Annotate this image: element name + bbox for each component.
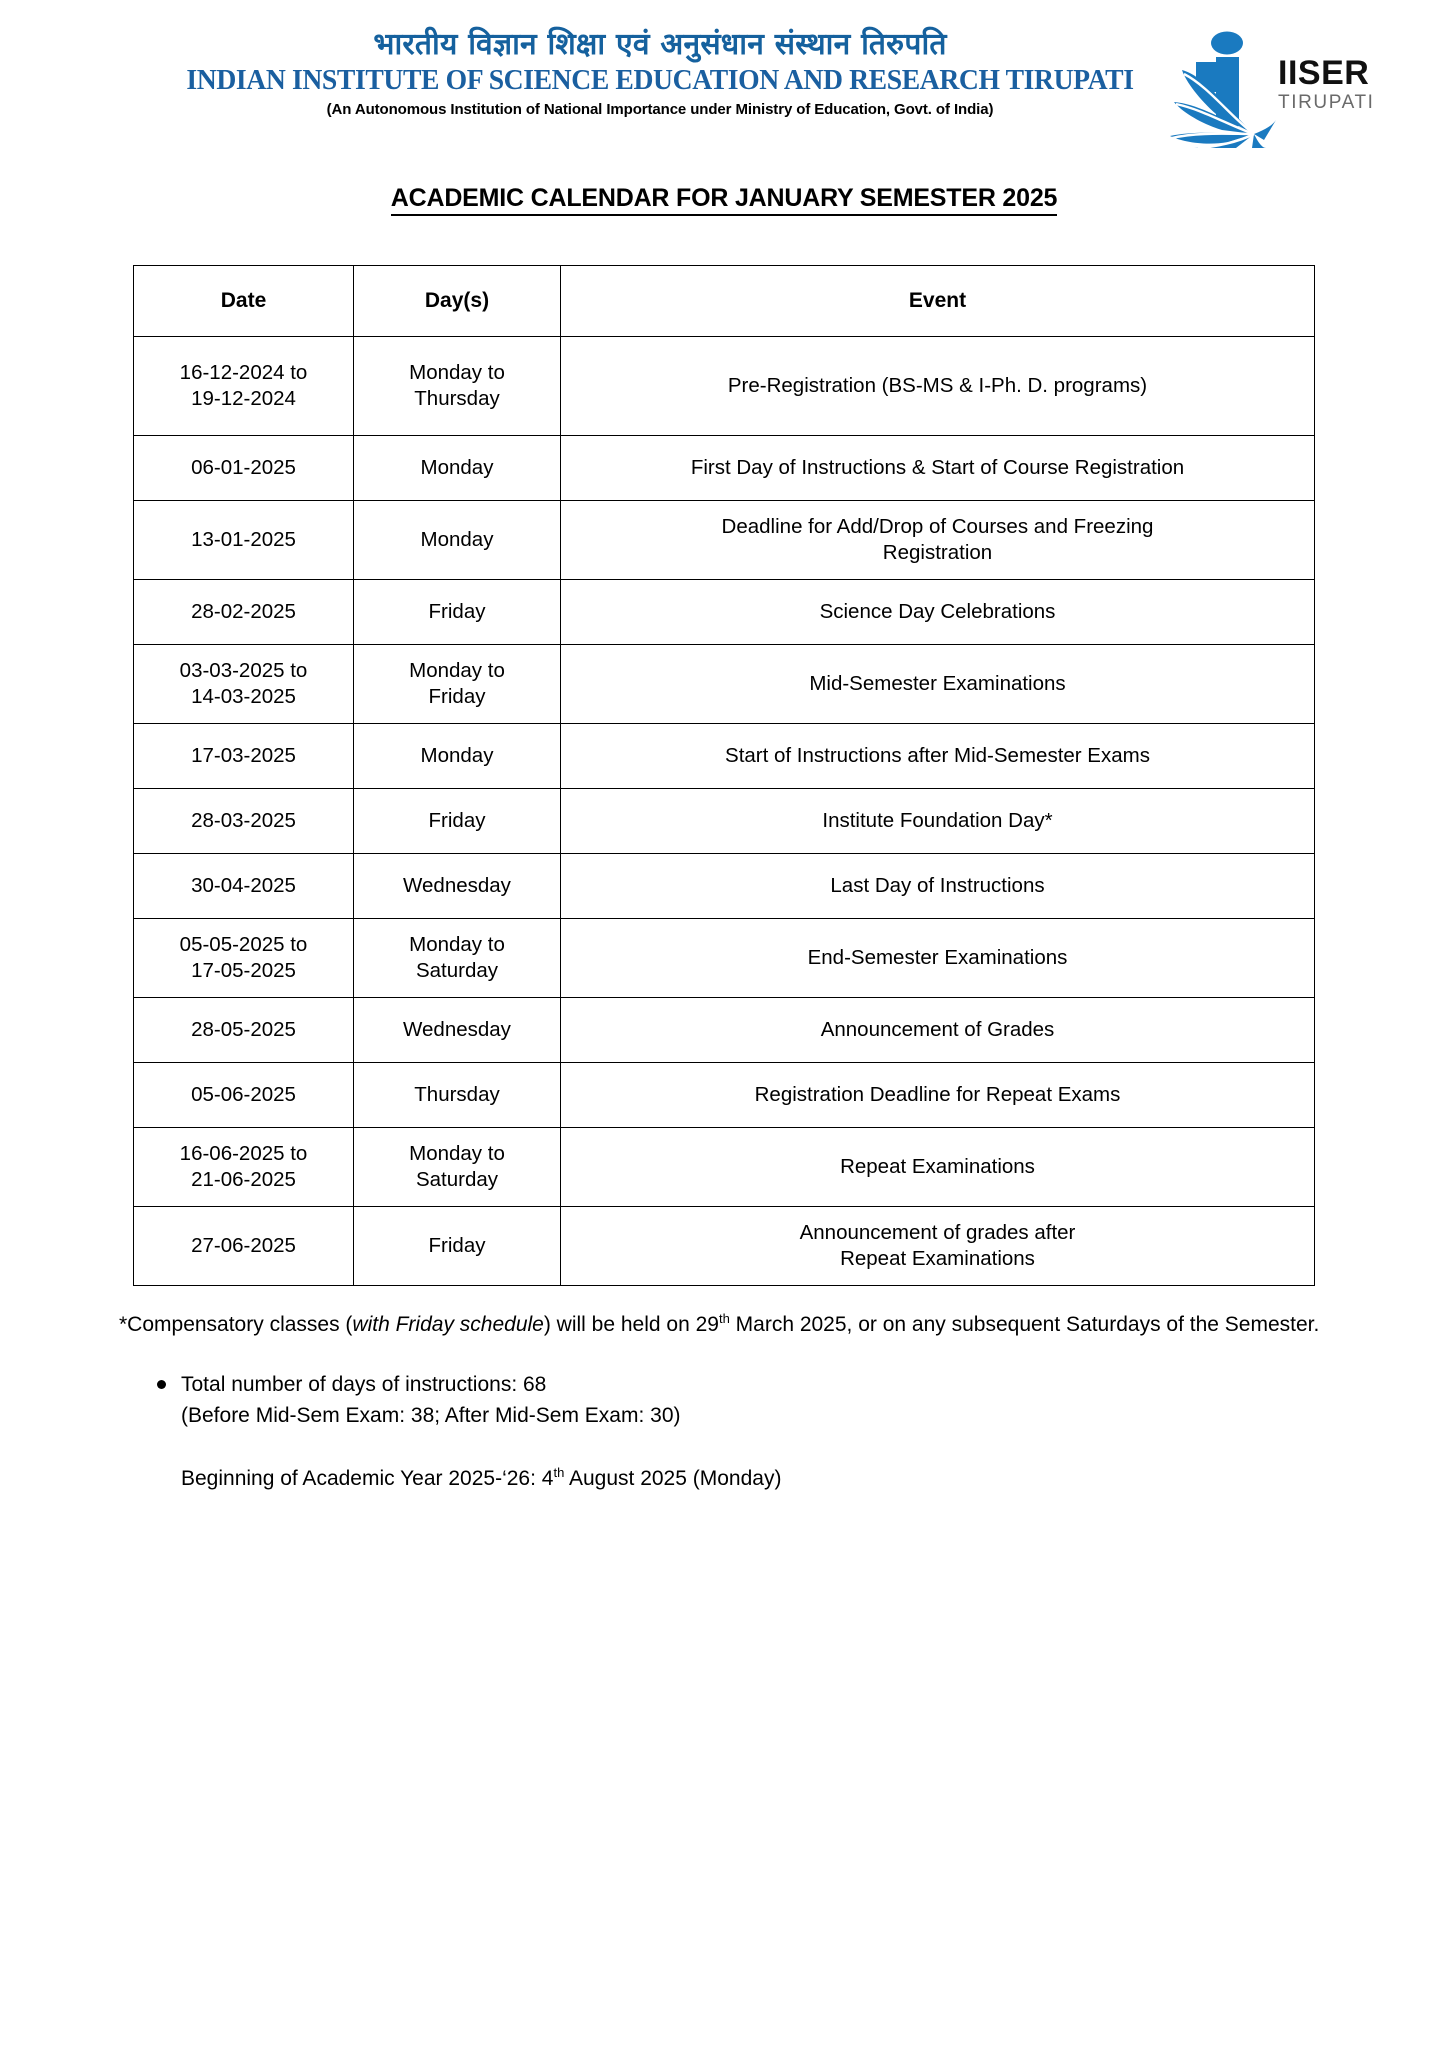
column-header-event: Event — [561, 266, 1315, 337]
date-line-1: 05-05-2025 to — [179, 932, 308, 956]
cell-event: Science Day Celebrations — [561, 580, 1315, 645]
page-title-text: ACADEMIC CALENDAR FOR JANUARY SEMESTER 2025 — [391, 184, 1058, 216]
cell-day: Wednesday — [354, 998, 561, 1063]
bullet-dot-icon — [157, 1380, 166, 1389]
cell-date: 30-04-2025 — [134, 854, 354, 919]
cell-day: Monday — [354, 501, 561, 580]
cell-date: 27-06-2025 — [134, 1207, 354, 1286]
table-row — [134, 1128, 1315, 1207]
cell-event — [561, 337, 1315, 436]
footnote-part-2: ) will be held on 29 — [543, 1313, 719, 1336]
event-line-1: Deadline for Add/Drop of Courses and Freezing — [721, 514, 1154, 538]
event-line-1: Pre-Registration (BS-MS & I-Ph. D. programs) — [727, 373, 1148, 397]
date-line-2: 21-06-2025 — [191, 1168, 296, 1191]
next-year-ordinal-suffix: th — [553, 1465, 565, 1481]
instruction-days-breakdown: (Before Mid-Sem Exam: 38; After Mid-Sem Exam: 30) — [181, 1403, 681, 1427]
day-line-2: Friday — [428, 685, 486, 708]
footnote-part-1: *Compensatory classes ( — [119, 1313, 353, 1336]
compensatory-classes-footnote — [119, 1310, 1329, 1340]
cell-day — [354, 919, 561, 998]
cell-date: 06-01-2025 — [134, 436, 354, 501]
letterhead — [0, 0, 1448, 128]
cell-day: Friday — [354, 1207, 561, 1286]
table-row — [134, 789, 1315, 854]
table-row — [134, 501, 1315, 580]
academic-calendar-table — [133, 265, 1315, 1286]
cell-date — [134, 1128, 354, 1207]
table-row — [134, 998, 1315, 1063]
table-row — [134, 337, 1315, 436]
cell-date — [134, 337, 354, 436]
cell-event: Repeat Examinations — [561, 1128, 1315, 1207]
table-row — [134, 854, 1315, 919]
cell-event: Mid-Semester Examinations — [561, 645, 1315, 724]
table-row — [134, 645, 1315, 724]
cell-day — [354, 337, 561, 436]
cell-date: 17-03-2025 — [134, 724, 354, 789]
date-line-1: 03-03-2025 to — [179, 658, 308, 682]
cell-event — [561, 1207, 1315, 1286]
column-header-days: Day(s) — [354, 266, 561, 337]
notes-section — [119, 1310, 1329, 1494]
table-body — [134, 337, 1315, 1286]
cell-date — [134, 919, 354, 998]
cell-event: Last Day of Instructions — [561, 854, 1315, 919]
table-row — [134, 1207, 1315, 1286]
date-line-1: 16-06-2025 to — [179, 1141, 308, 1165]
cell-day: Thursday — [354, 1063, 561, 1128]
day-line-1: Monday to — [409, 1141, 505, 1165]
footnote-part-3: March 2025, or on any subsequent Saturdays of the Semester. — [729, 1313, 1320, 1336]
cell-event: Registration Deadline for Repeat Exams — [561, 1063, 1315, 1128]
iiser-wordmark-campus: TIRUPATI — [1278, 92, 1375, 113]
cell-event — [561, 501, 1315, 580]
table-row — [134, 1063, 1315, 1128]
day-line-2: Saturday — [415, 1168, 499, 1191]
day-line-2: Thursday — [414, 387, 500, 410]
day-line-1: Monday to — [409, 932, 505, 956]
cell-day: Monday — [354, 724, 561, 789]
table-row — [134, 436, 1315, 501]
date-line-2: 17-05-2025 — [191, 959, 296, 982]
cell-event: Institute Foundation Day* — [561, 789, 1315, 854]
cell-day: Monday — [354, 436, 561, 501]
next-year-part-1: Beginning of Academic Year 2025-‘26: 4 — [181, 1467, 554, 1491]
iiser-wordmark-main: IISER — [1278, 54, 1370, 92]
cell-day: Friday — [354, 789, 561, 854]
cell-day — [354, 645, 561, 724]
next-academic-year-note — [119, 1464, 1329, 1494]
instruction-days-total: Total number of days of instructions: 68 — [181, 1372, 547, 1396]
iiser-emblem-icon — [1166, 30, 1276, 148]
cell-date: 28-05-2025 — [134, 998, 354, 1063]
date-line-2: 19-12-2024 — [191, 387, 296, 410]
cell-day — [354, 1128, 561, 1207]
cell-date — [134, 645, 354, 724]
table-row — [134, 724, 1315, 789]
cell-date: 28-02-2025 — [134, 580, 354, 645]
cell-event: Start of Instructions after Mid-Semester Exams — [561, 724, 1315, 789]
cell-day: Friday — [354, 580, 561, 645]
footnote-italic-phrase: with Friday schedule — [352, 1313, 544, 1336]
event-line-1: Announcement of grades after — [799, 1220, 1076, 1244]
column-header-date: Date — [134, 266, 354, 337]
day-line-1: Monday to — [409, 658, 505, 682]
academic-calendar-table-wrapper — [133, 265, 1315, 1286]
instruction-days-bullet — [119, 1370, 1329, 1431]
day-line-1: Monday to — [409, 360, 505, 384]
cell-day: Wednesday — [354, 854, 561, 919]
cell-event: Announcement of Grades — [561, 998, 1315, 1063]
iiser-logo — [1166, 30, 1396, 148]
cell-date: 05-06-2025 — [134, 1063, 354, 1128]
table-row — [134, 580, 1315, 645]
page-title — [0, 184, 1448, 213]
cell-event: End-Semester Examinations — [561, 919, 1315, 998]
cell-date: 28-03-2025 — [134, 789, 354, 854]
institute-name-hindi: भारतीय विज्ञान शिक्षा एवं अनुसंधान संस्थान तिरुपति — [373, 27, 947, 62]
date-line-1: 16-12-2024 to — [179, 360, 308, 384]
event-line-2: Repeat Examinations — [840, 1247, 1035, 1270]
day-line-2: Saturday — [415, 959, 499, 982]
cell-event: First Day of Instructions & Start of Course Registration — [561, 436, 1315, 501]
institute-name-english: INDIAN INSTITUTE OF SCIENCE EDUCATION AND RESEARCH TIRUPATI — [186, 64, 1134, 96]
footnote-ordinal-suffix: th — [718, 1311, 730, 1326]
iiser-wordmark — [1278, 56, 1375, 112]
next-year-part-2: August 2025 (Monday) — [564, 1467, 782, 1491]
table-header-row — [134, 266, 1315, 337]
event-line-2: Registration — [882, 541, 993, 564]
table-row — [134, 919, 1315, 998]
date-line-2: 14-03-2025 — [191, 685, 296, 708]
table-header — [134, 266, 1315, 337]
cell-date: 13-01-2025 — [134, 501, 354, 580]
institute-autonomous-note: (An Autonomous Institution of National Importance under Ministry of Education, Govt. of India) — [326, 100, 994, 118]
